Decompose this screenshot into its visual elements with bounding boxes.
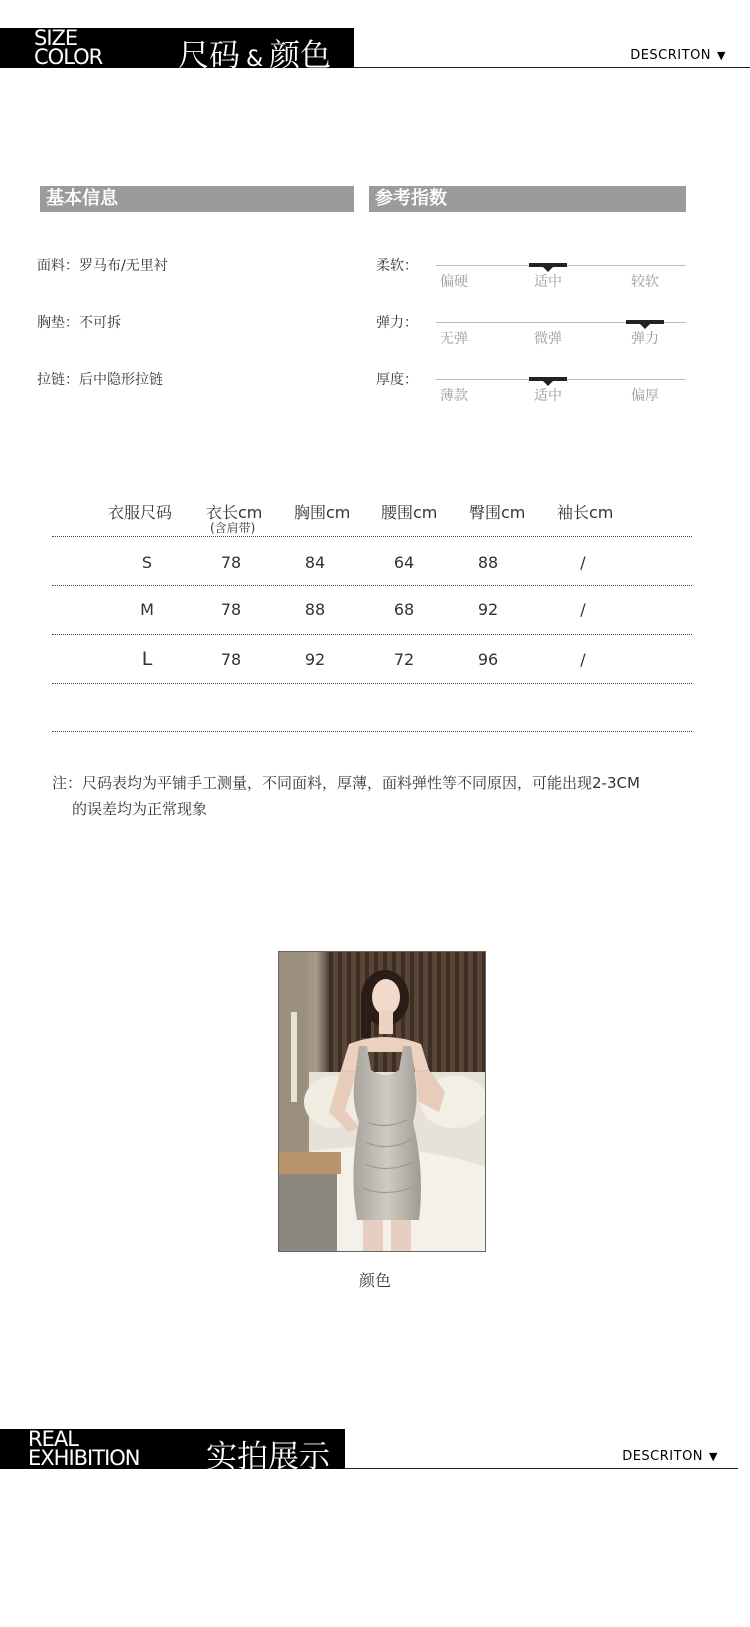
scale-option: 弹力 bbox=[631, 331, 659, 347]
softness-label: 柔软： bbox=[376, 258, 418, 274]
table-divider bbox=[52, 536, 692, 537]
scale-option: 无弹 bbox=[440, 331, 468, 347]
banner-rule bbox=[354, 67, 750, 68]
scale-option: 微弹 bbox=[534, 331, 562, 347]
banner-english-title: SIZE COLOR bbox=[34, 26, 103, 69]
table-divider bbox=[52, 585, 692, 586]
banner-chinese-title: 尺码 & 颜色 bbox=[178, 38, 332, 74]
scale-option: 薄款 bbox=[440, 388, 468, 404]
banner-rule bbox=[345, 1468, 738, 1469]
size-color-banner bbox=[0, 26, 750, 74]
description-link[interactable]: DESCRITON ▼ bbox=[622, 1449, 718, 1464]
dress-model-image bbox=[279, 952, 486, 1252]
color-caption: 颜色 bbox=[358, 1271, 391, 1290]
zipper-info: 拉链：后中隐形拉链 bbox=[37, 372, 163, 388]
basic-info-heading: 基本信息 bbox=[40, 186, 354, 212]
scale-option: 适中 bbox=[534, 274, 562, 290]
chevron-down-icon: ▼ bbox=[717, 49, 726, 62]
elasticity-marker bbox=[626, 320, 664, 324]
banner-black-block bbox=[0, 26, 354, 74]
chevron-down-icon: ▼ bbox=[709, 1450, 718, 1463]
banner-chinese-title: 实拍展示 bbox=[206, 1439, 330, 1475]
real-exhibition-banner bbox=[0, 1427, 750, 1475]
header-hip: 臀围cm bbox=[469, 503, 526, 522]
scale-option: 偏厚 bbox=[631, 388, 659, 404]
header-sleeve: 袖长cm bbox=[557, 503, 614, 522]
fabric-info: 面料：罗马布/无里衬 bbox=[37, 258, 168, 274]
table-divider bbox=[52, 683, 692, 684]
measurement-note: 注：尺码表均为平铺手工测量，不同面料，厚薄，面料弹性等不同原因，可能出现2-3CM 的误差均为正常现象 bbox=[52, 774, 640, 818]
softness-marker bbox=[529, 263, 567, 267]
table-divider bbox=[52, 731, 692, 732]
header-size: 衣服尺码 bbox=[108, 503, 173, 522]
thickness-scale bbox=[436, 372, 686, 412]
product-photo bbox=[278, 951, 486, 1252]
elasticity-scale bbox=[436, 315, 686, 355]
header-bust: 胸围cm bbox=[294, 503, 351, 522]
header-waist: 腰围cm bbox=[381, 503, 438, 522]
thickness-label: 厚度： bbox=[376, 372, 418, 388]
banner-english-title: REAL EXHIBITION bbox=[28, 1427, 140, 1470]
scale-option: 适中 bbox=[534, 388, 562, 404]
description-link[interactable]: DESCRITON ▼ bbox=[630, 48, 726, 63]
softness-scale bbox=[436, 258, 686, 298]
header-length: 衣长cm bbox=[206, 503, 263, 522]
reference-index-heading: 参考指数 bbox=[369, 186, 686, 212]
table-divider bbox=[52, 634, 692, 635]
banner-black-block bbox=[0, 1427, 345, 1475]
thickness-marker bbox=[529, 377, 567, 381]
pad-info: 胸垫：不可拆 bbox=[37, 315, 121, 331]
scale-option: 偏硬 bbox=[440, 274, 468, 290]
scale-option: 较软 bbox=[631, 274, 659, 290]
header-length-note: (含肩带) bbox=[210, 521, 256, 535]
elasticity-label: 弹力： bbox=[376, 315, 418, 331]
